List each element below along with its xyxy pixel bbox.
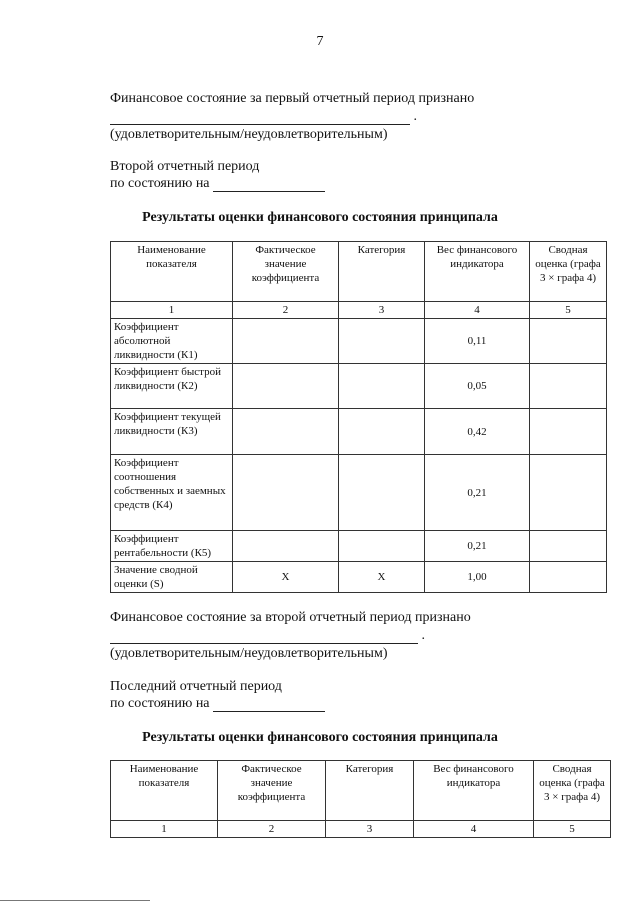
col-number: 3 [339, 302, 425, 319]
page-number: 7 [316, 34, 324, 49]
indicator-name: Значение сводной оценки (S) [111, 562, 233, 593]
table1-column-numbers [111, 302, 607, 319]
col-number: 1 [111, 302, 233, 319]
header-indicator-name: Наименование показателя [111, 761, 218, 821]
header-weight: Вес финансового индикатора [425, 242, 530, 302]
second-period-label: Второй отчетный период [110, 159, 260, 174]
actual-value-cell: Х [233, 562, 339, 593]
col-number: 1 [111, 821, 218, 838]
table1-header-row [111, 242, 607, 302]
period-mark: . [421, 628, 425, 643]
weight-cell: 0,21 [425, 455, 530, 531]
category-cell[interactable] [339, 531, 425, 562]
date-blank[interactable] [213, 177, 325, 192]
col-number: 4 [425, 302, 530, 319]
col-number: 4 [414, 821, 534, 838]
col-number: 3 [326, 821, 414, 838]
header-category: Категория [339, 242, 425, 302]
weight-cell: 0,42 [425, 409, 530, 455]
table-row [111, 531, 607, 562]
category-cell[interactable] [339, 409, 425, 455]
category-cell: Х [339, 562, 425, 593]
second-period-date-line [110, 175, 325, 192]
table-row [111, 319, 607, 364]
table2-title: Результаты оценки финансового состояния принципала [142, 730, 498, 745]
indicator-name: Коэффициент текущей ликвидности (К3) [111, 409, 233, 455]
category-cell[interactable] [339, 319, 425, 364]
score-cell[interactable] [530, 319, 607, 364]
weight-cell: 1,00 [425, 562, 530, 593]
header-indicator-name: Наименование показателя [111, 242, 233, 302]
col-number: 2 [233, 302, 339, 319]
results-table-2 [110, 760, 611, 838]
table-row [111, 364, 607, 409]
score-cell[interactable] [530, 455, 607, 531]
last-period-date-line [110, 695, 325, 712]
actual-value-cell[interactable] [233, 319, 339, 364]
period-mark: . [413, 109, 417, 124]
table-row [111, 409, 607, 455]
fill-in-blank[interactable] [110, 629, 418, 644]
header-weight: Вес финансового индикатора [414, 761, 534, 821]
header-actual-value: Фактическое значение коэффициента [218, 761, 326, 821]
last-period-label: Последний отчетный период [110, 679, 282, 694]
header-actual-value: Фактическое значение коэффициента [233, 242, 339, 302]
header-summary-score: Сводная оценка (графа 3 × графа 4) [534, 761, 611, 821]
second-period-conclusion-blank-line [110, 627, 425, 644]
category-cell[interactable] [339, 364, 425, 409]
indicator-name: Коэффициент быстрой ликвидности (К2) [111, 364, 233, 409]
weight-cell: 0,21 [425, 531, 530, 562]
weight-cell: 0,11 [425, 319, 530, 364]
col-number: 5 [534, 821, 611, 838]
weight-cell: 0,05 [425, 364, 530, 409]
header-category: Категория [326, 761, 414, 821]
score-cell[interactable] [530, 562, 607, 593]
as-of-label: по состоянию на [110, 176, 210, 191]
indicator-name: Коэффициент абсолютной ликвидности (К1) [111, 319, 233, 364]
as-of-label: по состоянию на [110, 696, 210, 711]
date-blank[interactable] [213, 697, 325, 712]
table2-header-row [111, 761, 611, 821]
results-table-1 [110, 241, 607, 593]
table1-title: Результаты оценки финансового состояния принципала [142, 210, 498, 225]
actual-value-cell[interactable] [233, 364, 339, 409]
actual-value-cell[interactable] [233, 409, 339, 455]
score-cell[interactable] [530, 364, 607, 409]
fill-in-blank[interactable] [110, 110, 410, 125]
first-period-conclusion-blank-line [110, 108, 417, 125]
score-cell[interactable] [530, 409, 607, 455]
table2-column-numbers [111, 821, 611, 838]
second-period-conclusion-text: Финансовое состояние за второй отчетный период признано [110, 610, 471, 625]
table-row-summary [111, 562, 607, 593]
first-period-conclusion-options: (удовлетворительным/неудовлетворительным) [110, 127, 388, 142]
header-summary-score: Сводная оценка (графа 3 × графа 4) [530, 242, 607, 302]
first-period-conclusion-text: Финансовое состояние за первый отчетный период признано [110, 91, 475, 106]
second-period-conclusion-options: (удовлетворительным/неудовлетворительным) [110, 646, 388, 661]
actual-value-cell[interactable] [233, 531, 339, 562]
indicator-name: Коэффициент рентабельности (К5) [111, 531, 233, 562]
actual-value-cell[interactable] [233, 455, 339, 531]
category-cell[interactable] [339, 455, 425, 531]
col-number: 2 [218, 821, 326, 838]
footnote-separator [0, 900, 150, 901]
score-cell[interactable] [530, 531, 607, 562]
indicator-name: Коэффициент соотношения собственных и заемных средств (К4) [111, 455, 233, 531]
col-number: 5 [530, 302, 607, 319]
table-row [111, 455, 607, 531]
